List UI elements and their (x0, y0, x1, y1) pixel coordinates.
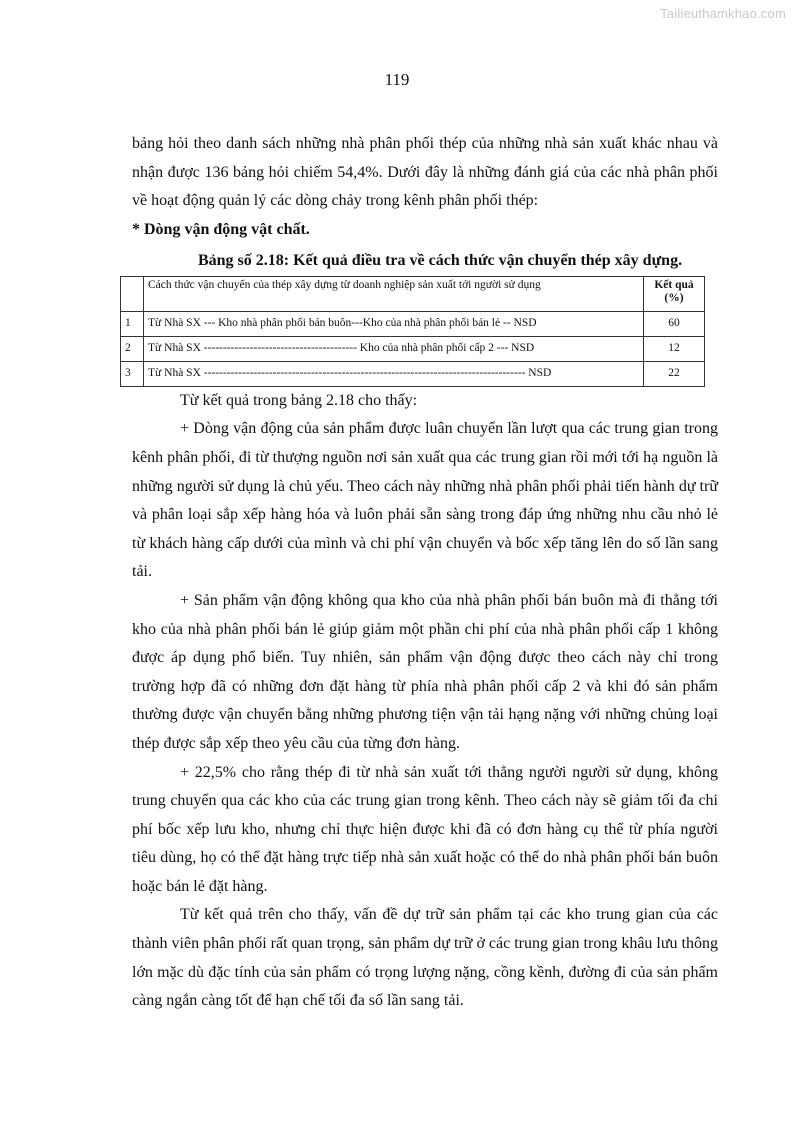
table-header-row (121, 276, 705, 311)
table-row (121, 311, 705, 336)
row-number: 1 (121, 311, 144, 336)
section-heading: * Dòng vận động vật chất. (132, 220, 310, 238)
table-header-result: Kết quả (%) (644, 276, 705, 311)
table-header-method: Cách thức vận chuyển của thép xây dựng từ doanh nghiệp sản xuất tới người sử dụng (144, 276, 644, 311)
results-table (120, 276, 705, 387)
table-intro-line: Từ kết quả trong bảng 2.18 cho thấy: (180, 391, 418, 409)
row-number: 3 (121, 361, 144, 386)
document-body (125, 130, 718, 1016)
row-result: 22 (644, 361, 705, 386)
row-number: 2 (121, 336, 144, 361)
row-method: Từ Nhà SX --- Kho nhà phân phối bán buôn---Kho của nhà phân phối bán lẻ -- NSD (144, 311, 644, 336)
table-header-no (121, 276, 144, 311)
row-result: 60 (644, 311, 705, 336)
page-number: 119 (384, 70, 410, 89)
table-row (121, 336, 705, 361)
table-row (121, 361, 705, 386)
paragraph-point-1: + Dòng vận động của sản phẩm được luân chuyển lần lượt qua các trung gian trong kênh phân phối, đi từ thượng nguồn nơi sản xuất qua các trung gian rồi mới tới hạ nguồn là những người sử dụng là chủ yếu. Theo cách này những nhà phân phối phải tiến hành dự trữ và phân loại sắp xếp hàng hóa và luôn phải sẵn sàng trong đáp ứng những nhu cầu nhỏ lẻ từ khách hàng cấp dưới của mình và chi phí vận chuyển và bốc xếp tăng lên do số lần sang tải. (132, 420, 718, 581)
row-method: Từ Nhà SX ------------------------------------------------------------------------------------ NSD (144, 361, 644, 386)
row-method: Từ Nhà SX ---------------------------------------- Kho của nhà phân phối cấp 2 --- NSD (144, 336, 644, 361)
watermark: Tailieuthamkhao.com (660, 6, 786, 21)
paragraph-point-3: + 22,5% cho rằng thép đi từ nhà sản xuất tới thẳng người người sử dụng, không trung chuyển qua các kho của các trung gian trong kênh. Theo cách này sẽ giảm tối đa chi phí bốc xếp lưu kho, nhưng chỉ thực hiện được khi đã có đơn hàng cụ thể từ phía người tiêu dùng, họ có thể đặt hàng trực tiếp nhà sản xuất hoặc có thể do nhà phân phối bán buôn hoặc bán lẻ đặt hàng. (132, 763, 718, 895)
paragraph-point-2: + Sản phẩm vận động không qua kho của nhà phân phối bán buôn mà đi thẳng tới kho của nhà phân phối bán lẻ giúp giảm một phần chi phí của nhà phân phối cấp 1 không được áp dụng phổ biến. Tuy nhiên, sản phẩm vận động được theo cách này chỉ trong trường hợp đã có những đơn đặt hàng từ phía nhà phân phối cấp 2 và khi đó sản phẩm thường được vận chuyển bằng những phương tiện vận tải hạng nặng với những chủng loại thép được sắp xếp theo yêu cầu của từng đơn hàng. (132, 591, 718, 752)
paragraph-conclusion: Từ kết quả trên cho thấy, vấn đề dự trữ sản phẩm tại các kho trung gian của các thành viên phân phối rất quan trọng, sản phẩm dự trữ ở các trung gian trong khâu lưu thông lớn mặc dù đặc tính của sản phẩm có trọng lượng nặng, cồng kềnh, đường đi của sản phẩm càng ngắn càng tốt để hạn chế tối đa số lần sang tải. (132, 906, 718, 1010)
paragraph-intro: bảng hỏi theo danh sách những nhà phân phối thép của những nhà sản xuất khác nhau và nhận được 136 bảng hỏi chiếm 54,4%. Dưới đây là những đánh giá của các nhà phân phối về hoạt động quản lý các dòng chảy trong kênh phân phối thép: (132, 135, 718, 210)
table-caption: Bảng số 2.18: Kết quả điều tra về cách thức vận chuyển thép xây dựng. (197, 251, 683, 269)
row-result: 12 (644, 336, 705, 361)
